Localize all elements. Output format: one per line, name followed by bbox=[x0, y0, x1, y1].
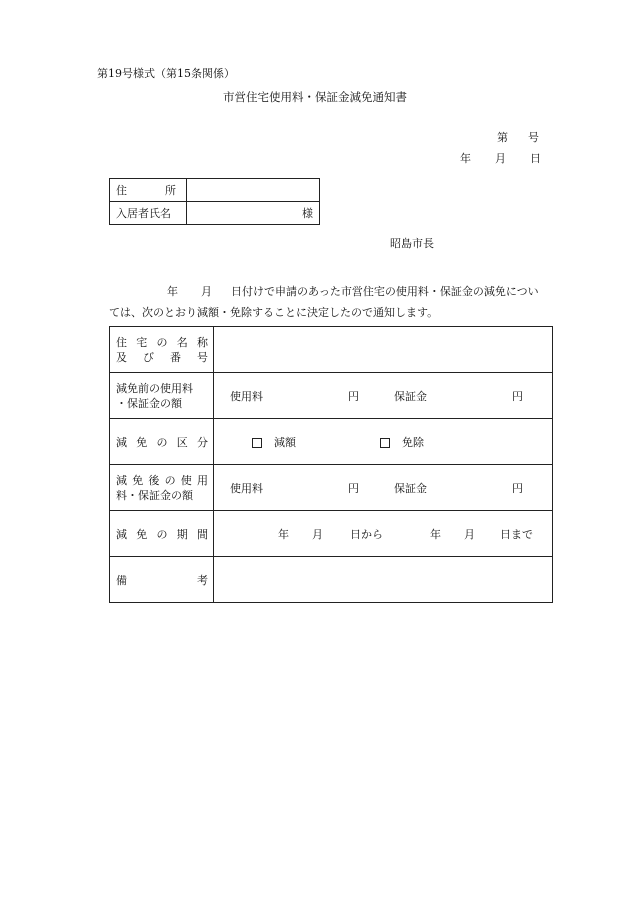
body-line2: ては、次のとおり減額・免除することに決定したので通知します。 bbox=[109, 306, 439, 319]
before-row bbox=[110, 373, 553, 419]
number-go: 号 bbox=[528, 131, 539, 144]
body-month: 月 bbox=[201, 285, 212, 298]
housing-label-1: 住 宅 の 名 称 bbox=[116, 335, 208, 349]
period-from: 日から bbox=[350, 527, 383, 541]
address-row bbox=[110, 179, 320, 202]
body-line1: 日付けで申請のあった市営住宅の使用料・保証金の減免につい bbox=[231, 285, 539, 298]
before-label bbox=[110, 373, 214, 419]
period-to-month: 月 bbox=[464, 527, 475, 541]
option-reduce[interactable] bbox=[252, 434, 380, 450]
before-value[interactable] bbox=[214, 373, 553, 419]
recipient-table bbox=[109, 178, 320, 225]
period-row bbox=[110, 511, 553, 557]
housing-label bbox=[110, 327, 214, 373]
deposit-label: 保証金 bbox=[394, 481, 427, 495]
name-value[interactable] bbox=[187, 202, 320, 225]
fee-yen: 円 bbox=[348, 389, 359, 403]
date-day: 日 bbox=[530, 152, 541, 165]
reduce-checkbox[interactable] bbox=[252, 438, 262, 448]
housing-row bbox=[110, 327, 553, 373]
after-label bbox=[110, 465, 214, 511]
deposit-yen: 円 bbox=[512, 481, 523, 495]
reduce-label: 減額 bbox=[274, 435, 296, 449]
exempt-label: 免除 bbox=[402, 435, 424, 449]
notice-body bbox=[109, 281, 571, 323]
exempt-checkbox[interactable] bbox=[380, 438, 390, 448]
document-number bbox=[497, 132, 539, 143]
address-label-a: 住 bbox=[116, 184, 127, 197]
remarks-row bbox=[110, 557, 553, 603]
number-dai: 第 bbox=[497, 131, 508, 144]
address-label bbox=[110, 179, 187, 202]
address-value[interactable] bbox=[187, 179, 320, 202]
name-row bbox=[110, 202, 320, 225]
category-label: 減 免 の 区 分 bbox=[110, 419, 214, 465]
address-label-b: 所 bbox=[165, 184, 176, 197]
remarks-value[interactable] bbox=[214, 557, 553, 603]
housing-label-2: 及 び 番 号 bbox=[116, 350, 208, 364]
fee-label: 使用料 bbox=[230, 389, 263, 403]
after-row bbox=[110, 465, 553, 511]
form-number: 第19号様式（第15条関係） bbox=[97, 67, 235, 80]
reduction-table bbox=[109, 326, 553, 603]
issue-date bbox=[460, 153, 541, 164]
before-label-1: 減免前の使用料 bbox=[116, 381, 193, 395]
deposit-yen: 円 bbox=[512, 389, 523, 403]
fee-yen: 円 bbox=[348, 481, 359, 495]
after-label-2: 料・保証金の額 bbox=[116, 488, 193, 502]
period-value[interactable] bbox=[214, 511, 553, 557]
issuer: 昭島市長 bbox=[390, 237, 434, 250]
period-from-month: 月 bbox=[312, 527, 323, 541]
remarks-label bbox=[110, 557, 214, 603]
period-to: 日まで bbox=[500, 527, 533, 541]
option-exempt[interactable] bbox=[380, 436, 424, 449]
period-to-year: 年 bbox=[430, 527, 441, 541]
body-year: 年 bbox=[167, 285, 178, 298]
date-year: 年 bbox=[460, 152, 471, 165]
after-value[interactable] bbox=[214, 465, 553, 511]
period-from-year: 年 bbox=[278, 527, 289, 541]
date-month: 月 bbox=[495, 152, 506, 165]
fee-label: 使用料 bbox=[230, 481, 263, 495]
category-row bbox=[110, 419, 553, 465]
name-label: 入居者氏名 bbox=[110, 202, 187, 225]
after-label-1: 減 免 後 の 使 用 bbox=[116, 473, 208, 487]
deposit-label: 保証金 bbox=[394, 389, 427, 403]
remarks-label-a: 備 bbox=[116, 573, 127, 587]
honorific: 様 bbox=[302, 207, 313, 220]
category-value bbox=[214, 419, 553, 465]
before-label-2: ・保証金の額 bbox=[116, 396, 182, 410]
housing-value[interactable] bbox=[214, 327, 553, 373]
remarks-label-b: 考 bbox=[197, 573, 208, 587]
document-title: 市営住宅使用料・保証金減免通知書 bbox=[223, 90, 407, 104]
period-label: 減 免 の 期 間 bbox=[110, 511, 214, 557]
